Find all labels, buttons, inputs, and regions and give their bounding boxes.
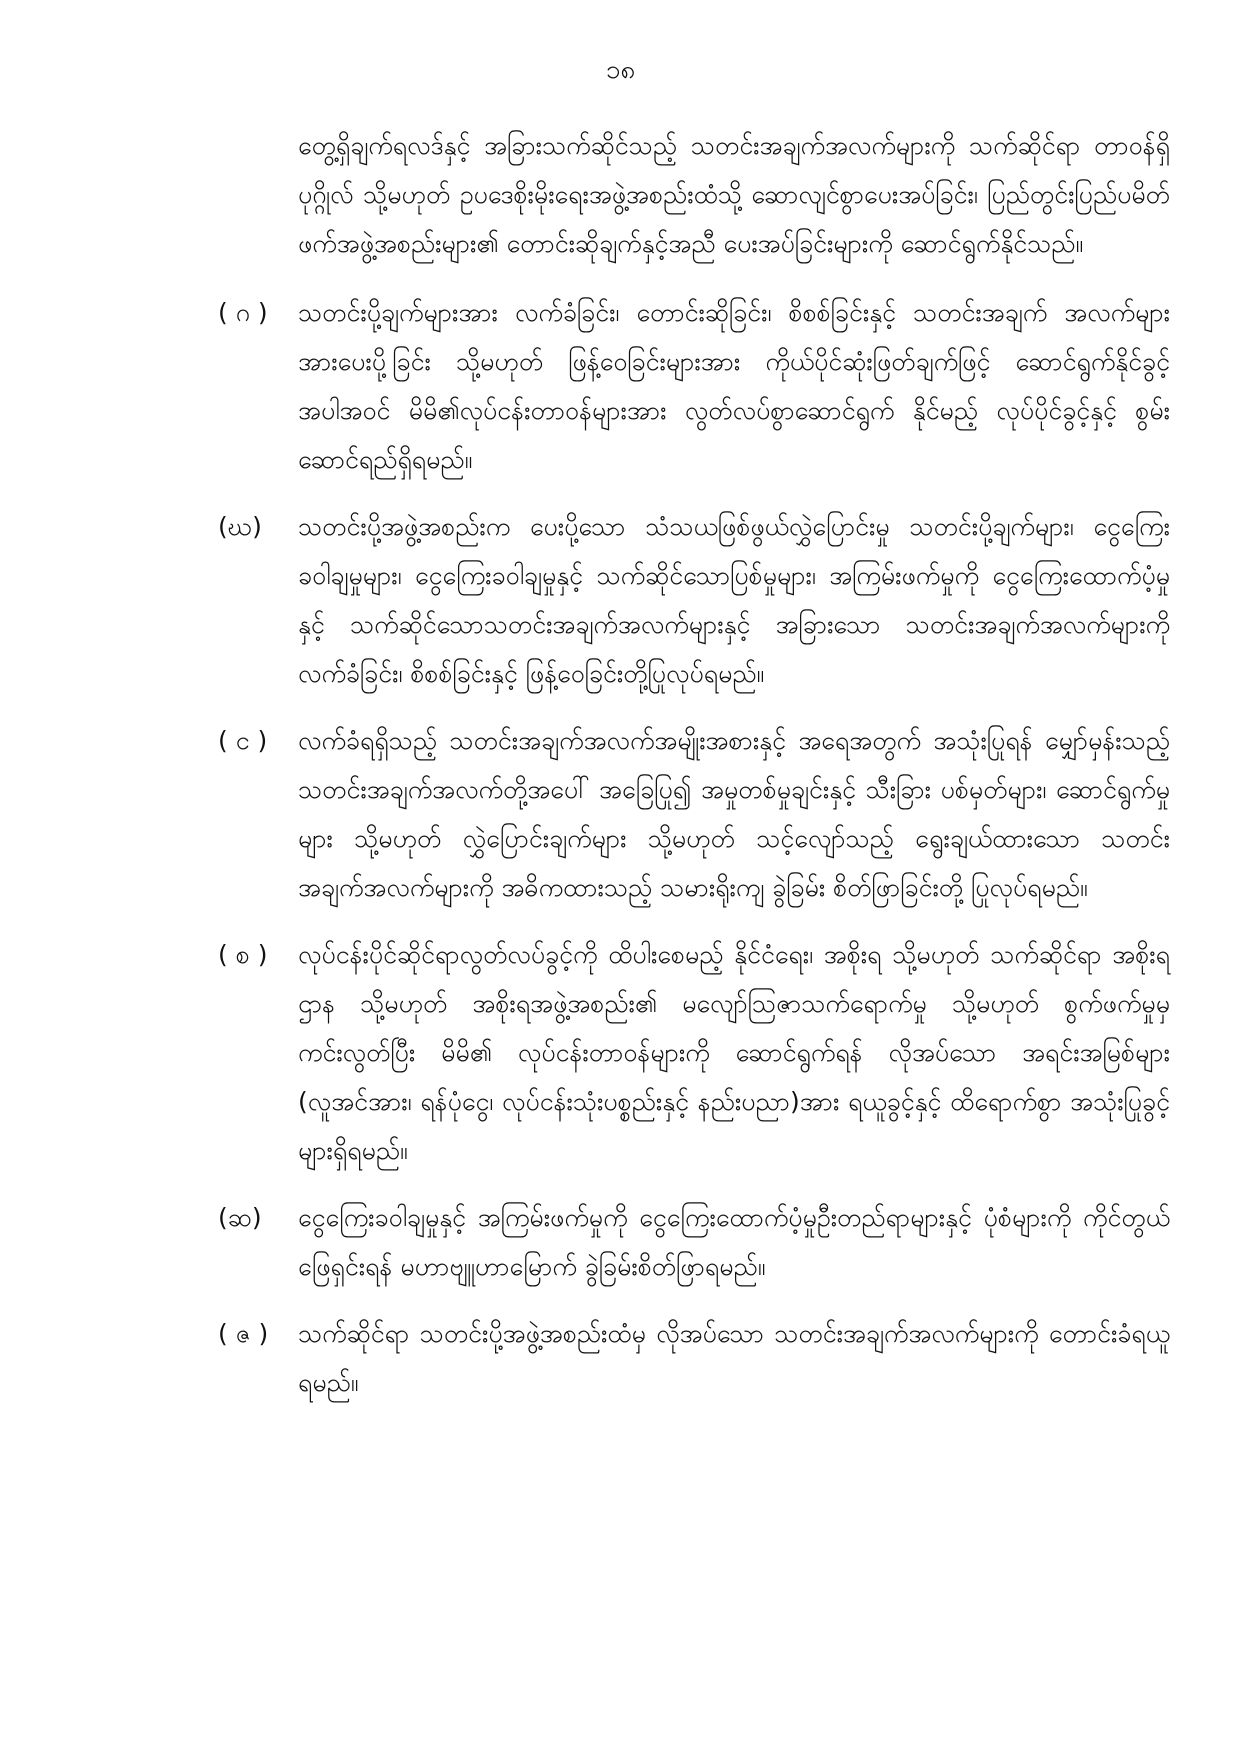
item-marker: ( ဂ ) — [218, 298, 268, 327]
item-text: လက်ခံရရှိသည့် သတင်းအချက်အလက်အမျိုးအစားနှင့် အရေအတွက် အသုံးပြုရန် မျှော်မှန်းသည့် သတင်းအချက်အလက်တို့အပေါ် အခြေပြု၍ အမှုတစ်မှုချင်းနှင့် သီးခြား ပစ်မှတ်များ၊ ဆောင်ရွက်မှုများ သို့မဟုတ် လွှဲပြောင်းချက်များ သို့မဟုတ် သင့်လျော်သည့် ရွေးချယ်ထားသော သတင်းအချက်အလက်များကို အဓိကထားသည့် သမားရိုးကျ ခွဲခြမ်း စိတ်ဖြာခြင်းတို့ ပြုလုပ်ရမည်။ — [298, 726, 1170, 902]
item-marker: ( ဇ ) — [218, 1319, 269, 1348]
item-text: သတင်းပို့အဖွဲ့အစည်းက ပေးပို့သော သံသယဖြစ်ဖွယ်လွှဲပြောင်းမှု သတင်းပို့ချက်များ၊ ငွေကြေးခဝါချမှုများ၊ ငွေကြေးခဝါချမှုနှင့် သက်ဆိုင်သောပြစ်မှုများ၊ အကြမ်းဖက်မှုကို ငွေကြေးထောက်ပံ့မှုနှင့် သက်ဆိုင်သောသတင်းအချက်အလက်များနှင့် အခြားသော သတင်းအချက်အလက်များကို လက်ခံခြင်း၊ စိစစ်ခြင်းနှင့် ဖြန့်ဝေခြင်းတို့ပြုလုပ်ရမည်။ — [298, 512, 1170, 688]
list-item — [218, 930, 1170, 1175]
item-text: လုပ်ငန်းပိုင်ဆိုင်ရာလွတ်လပ်ခွင့်ကို ထိပါးစေမည့် နိုင်ငံရေး၊ အစိုးရ သို့မဟုတ် သက်ဆိုင်ရာ အစိုးရဌာန သို့မဟုတ် အစိုးရအဖွဲ့အစည်း၏ မလျော်ဩဇာသက်ရောက်မှု သို့မဟုတ် စွက်ဖက်မှုမှကင်းလွတ်ပြီး မိမိ၏ လုပ်ငန်းတာဝန်များကို ဆောင်ရွက်ရန် လိုအပ်သော အရင်းအမြစ်များ (လူအင်အား၊ ရန်ပုံငွေ၊ လုပ်ငန်းသုံးပစ္စည်းနှင့် နည်းပညာ)အား ရယူခွင့်နှင့် ထိရောက်စွာ အသုံးပြုခွင့်များရှိရမည်။ — [298, 940, 1170, 1165]
item-text: သက်ဆိုင်ရာ သတင်းပို့အဖွဲ့အစည်းထံမှ လိုအပ်သော သတင်းအချက်အလက်များကို တောင်းခံရယူရမည်။ — [298, 1319, 1170, 1397]
item-text: ငွေကြေးခဝါချမှုနှင့် အကြမ်းဖက်မှုကို ငွေကြေးထောက်ပံ့မှုဦးတည်ရာများနှင့် ပုံစံများကို ကိုင်တွယ်ဖြေရှင်းရန် မဟာဗျူဟာမြောက် ခွဲခြမ်းစိတ်ဖြာရမည်။ — [298, 1203, 1170, 1281]
item-marker: ( င ) — [218, 726, 268, 755]
list-item — [218, 1309, 1170, 1407]
list-item — [218, 288, 1170, 484]
item-marker: (ဃ) — [218, 512, 262, 541]
list-item — [218, 502, 1170, 698]
page-number: ၁၈ — [605, 55, 636, 85]
list-item — [218, 716, 1170, 912]
item-text: သတင်းပို့ချက်များအား လက်ခံခြင်း၊ တောင်းဆိုခြင်း၊ စိစစ်ခြင်းနှင့် သတင်းအချက် အလက်များအားပေးပို့ခြင်း သို့မဟုတ် ဖြန့်ဝေခြင်းများအား ကိုယ်ပိုင်ဆုံးဖြတ်ချက်ဖြင့် ဆောင်ရွက်နိုင်ခွင့်အပါအဝင် မိမိ၏လုပ်ငန်းတာဝန်များအား လွတ်လပ်စွာဆောင်ရွက် နိုင်မည့် လုပ်ပိုင်ခွင့်နှင့် စွမ်းဆောင်ရည်ရှိရမည်။ — [298, 298, 1170, 474]
intro-paragraph: တွေ့ရှိချက်ရလဒ်နှင့် အခြားသက်ဆိုင်သည့် သတင်းအချက်အလက်များကို သက်ဆိုင်ရာ တာဝန်ရှိပုဂ္ဂိုလ် သို့မဟုတ် ဥပဒေစိုးမိုးရေးအဖွဲ့အစည်းထံသို့ ဆောလျင်စွာပေးအပ်ခြင်း၊ ပြည်တွင်းပြည်ပမိတ်ဖက်အဖွဲ့အစည်းများ၏ တောင်းဆိုချက်နှင့်အညီ ပေးအပ်ခြင်းများကို ဆောင်ရွက်နိုင်သည်။ — [298, 131, 1170, 258]
item-marker: ( စ ) — [218, 940, 268, 969]
document-body — [0, 96, 1241, 1425]
list-item — [218, 1193, 1170, 1291]
item-marker: (ဆ) — [218, 1203, 262, 1232]
